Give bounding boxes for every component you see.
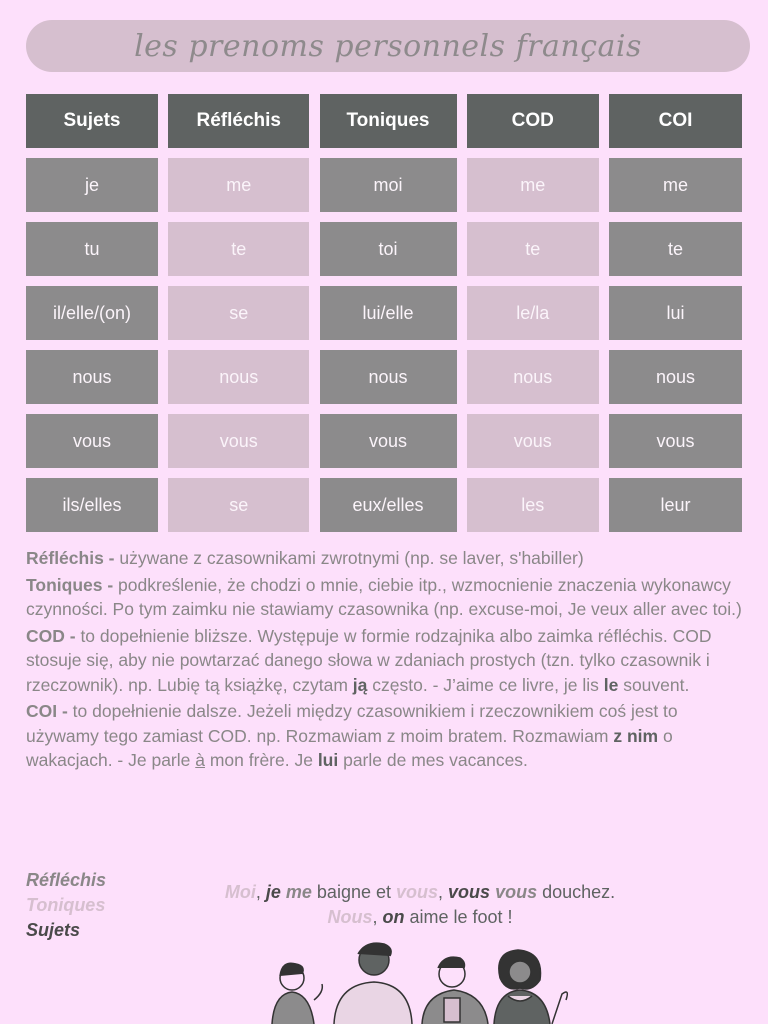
- table-cell: te: [168, 222, 309, 276]
- table-cell: te: [609, 222, 742, 276]
- example-word: vous: [448, 882, 491, 902]
- table-cell: il/elle/(on): [26, 286, 158, 340]
- table-cell: tu: [26, 222, 158, 276]
- header-coi: COI: [609, 94, 742, 148]
- table-cell: nous: [168, 350, 309, 404]
- example-word: on: [382, 907, 405, 927]
- table-cell: moi: [320, 158, 457, 212]
- table-row: [26, 350, 742, 404]
- table-cell: vous: [320, 414, 457, 468]
- note-emphasis: lui: [317, 750, 339, 770]
- note-label: Toniques -: [26, 574, 114, 595]
- table-cell: vous: [168, 414, 309, 468]
- note-text: o wakacjach. - Je parle: [26, 725, 673, 770]
- example-word: baigne et: [311, 882, 396, 902]
- note-text: mon frère. Je: [204, 750, 318, 770]
- example-word: je: [265, 882, 281, 902]
- note-coi: [26, 699, 750, 773]
- example-sentences: [150, 880, 690, 930]
- note-emphasis: z nim: [613, 725, 659, 746]
- example-line-2: [150, 905, 690, 930]
- note-text: souvent.: [618, 674, 690, 695]
- example-word: vous: [396, 882, 439, 902]
- table-cell: eux/elles: [320, 478, 457, 532]
- example-word: Moi: [224, 882, 256, 902]
- note-underline: à: [195, 750, 205, 770]
- example-word: aime le foot !: [404, 907, 513, 927]
- example-line-1: [150, 880, 690, 905]
- table-cell: se: [168, 286, 309, 340]
- note-text: podkreślenie, że chodzi o mnie, ciebie itp., wzmocnienie znaczenia wykonawcy czynności. Po tym zaimku nie stawiamy czasownika (np. excuse-moi, Je veux aller avec toi.): [26, 574, 742, 619]
- legend-sujets: Sujets: [26, 920, 81, 940]
- note-emphasis: le: [603, 674, 619, 695]
- legend-reflechis: Réfléchis: [26, 870, 107, 890]
- page-title: les prenoms personnels français: [134, 28, 642, 64]
- table-cell: vous: [609, 414, 742, 468]
- header-cod: COD: [467, 94, 599, 148]
- table-cell: vous: [26, 414, 158, 468]
- note-toniques: [26, 573, 750, 622]
- example-word: Nous: [327, 907, 373, 927]
- table-row: [26, 478, 742, 532]
- table-cell: nous: [26, 350, 158, 404]
- pronoun-table: [26, 94, 742, 542]
- table-cell: me: [467, 158, 599, 212]
- table-cell: les: [467, 478, 599, 532]
- example-word: vous: [495, 882, 538, 902]
- table-cell: leur: [609, 478, 742, 532]
- table-cell: lui/elle: [320, 286, 457, 340]
- legend-toniques: Toniques: [26, 895, 106, 915]
- table-row: [26, 158, 742, 212]
- header-toniques: Toniques: [320, 94, 457, 148]
- note-label: COI -: [26, 701, 68, 721]
- header-reflechis: Réfléchis: [168, 94, 309, 148]
- table-cell: je: [26, 158, 158, 212]
- note-label: COD -: [26, 625, 76, 646]
- note-reflechis: [26, 546, 750, 571]
- table-cell: me: [609, 158, 742, 212]
- table-cell: ils/elles: [26, 478, 158, 532]
- example-word: ,: [372, 907, 383, 927]
- table-row: [26, 286, 742, 340]
- table-cell: nous: [320, 350, 457, 404]
- table-header-row: [26, 94, 742, 148]
- title-banner: [26, 20, 750, 72]
- example-word: douchez.: [537, 882, 616, 902]
- table-cell: toi: [320, 222, 457, 276]
- table-cell: te: [467, 222, 599, 276]
- example-word: me: [285, 882, 312, 902]
- header-sujets: Sujets: [26, 94, 158, 148]
- example-word: ,: [255, 882, 266, 902]
- table-cell: nous: [467, 350, 599, 404]
- table-cell: nous: [609, 350, 742, 404]
- note-text: często. - J’aime ce livre, je lis: [367, 674, 604, 695]
- table-cell: le/la: [467, 286, 599, 340]
- table-cell: me: [168, 158, 309, 212]
- note-text: to dopełnienie dalsze. Jeżeli między czasownikiem i rzeczownikiem coś jest to używamy tego zamiast COD. np. Rozmawiam z moim bratem. Rozmawiam: [26, 701, 678, 746]
- explanations: [26, 546, 750, 775]
- group-of-people-icon: [262, 938, 582, 1024]
- table-cell: se: [168, 478, 309, 532]
- color-legend: [26, 868, 106, 943]
- note-cod: [26, 624, 750, 698]
- note-label: Réfléchis -: [26, 548, 115, 568]
- table-row: [26, 222, 742, 276]
- example-word: ,: [438, 882, 449, 902]
- note-text: to dopełnienie bliższe. Występuje w formie rodzajnika albo zaimka réfléchis. COD stosuje się, aby nie powtarzać danego słowa w zdaniach prostych (tzn. tylko czasownik i rzeczownik). np. Lubię tą książkę, czytam: [26, 625, 712, 695]
- note-emphasis: ją: [352, 674, 368, 695]
- table-row: [26, 414, 742, 468]
- table-cell: vous: [467, 414, 599, 468]
- table-cell: lui: [609, 286, 742, 340]
- note-text: używane z czasownikami zwrotnymi (np. se laver, s'habiller): [114, 548, 584, 568]
- note-text: parle de mes vacances.: [338, 750, 528, 770]
